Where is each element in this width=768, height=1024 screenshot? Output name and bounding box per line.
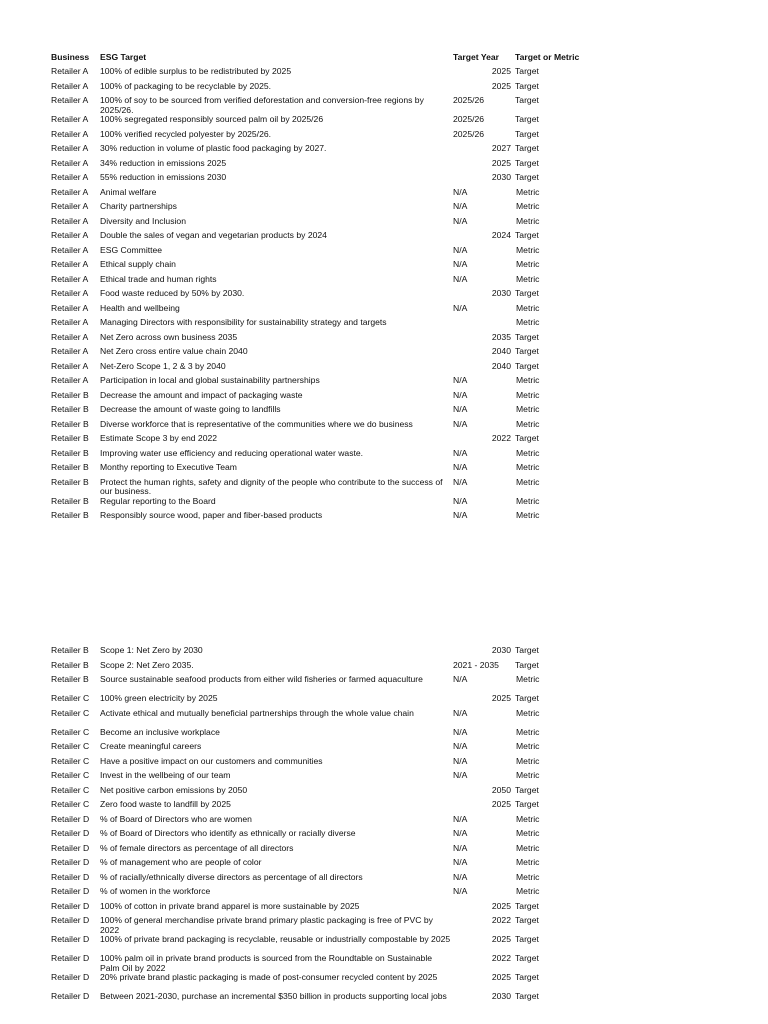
table-row: [51, 231, 611, 246]
target-year-cell: 2050: [491, 784, 511, 795]
table-row: [51, 96, 611, 115]
business-cell: Retailer A: [51, 317, 89, 327]
target-or-metric-cell: Metric: [516, 215, 540, 226]
table-row: [51, 188, 611, 203]
table-row: [51, 130, 611, 145]
target-or-metric-cell: Metric: [516, 510, 540, 520]
esg-target-cell: Scope 1: Net Zero by 2030: [100, 645, 203, 655]
business-cell: Retailer C: [51, 741, 90, 751]
esg-target-cell: Ethical supply chain: [100, 259, 176, 269]
business-cell: Retailer B: [51, 418, 89, 429]
target-year-cell: N/A: [453, 495, 468, 506]
esg-target-cell: Protect the human rights, safety and dignity of the people who contribute to the success of our business.: [100, 476, 443, 497]
table-row: [51, 935, 611, 954]
target-year-cell: N/A: [453, 886, 468, 896]
esg-target-cell: Regular reporting to the Board: [100, 495, 216, 506]
esg-target-cell: 100% of private brand packaging is recyclable, reusable or industrially compostable by 2025: [100, 934, 451, 944]
target-year-cell: 2030: [491, 645, 511, 655]
business-cell: Retailer D: [51, 813, 90, 824]
table-row: [51, 694, 611, 709]
table-row: [51, 992, 611, 1011]
esg-target-cell: Decrease the amount of waste going to landfills: [100, 404, 281, 414]
business-cell: Retailer B: [51, 674, 89, 684]
target-or-metric-cell: Metric: [516, 418, 540, 429]
target-year-cell: 2025: [491, 972, 511, 982]
target-or-metric-cell: Target: [515, 360, 539, 371]
target-or-metric-cell: Metric: [516, 871, 540, 882]
target-year-cell: N/A: [453, 244, 468, 255]
table-row: [51, 661, 611, 676]
header-row: [51, 53, 611, 63]
target-year-cell: 2040: [491, 360, 511, 371]
table-row: [51, 829, 611, 844]
business-cell: Retailer A: [51, 172, 89, 182]
business-cell: Retailer C: [51, 784, 90, 795]
target-year-cell: 2021 - 2035: [453, 659, 499, 670]
business-cell: Retailer B: [51, 462, 89, 472]
esg-target-cell: % of management who are people of color: [100, 857, 262, 867]
business-cell: Retailer C: [51, 693, 90, 703]
target-or-metric-cell: Target: [515, 80, 539, 91]
table-row: [51, 318, 611, 333]
target-or-metric-cell: Target: [515, 900, 539, 911]
table-row: [51, 646, 611, 661]
business-cell: Retailer A: [51, 157, 89, 168]
esg-target-cell: Monthy reporting to Executive Team: [100, 462, 237, 472]
table-row: [51, 391, 611, 406]
target-year-cell: 2030: [491, 172, 511, 182]
esg-target-cell: 100% palm oil in private brand products is sourced from the Roundtable on Sustainable Palm Oil by 2022: [100, 953, 433, 973]
table-row: [51, 82, 611, 97]
target-or-metric-cell: Target: [515, 433, 539, 443]
target-or-metric-cell: Target: [515, 972, 539, 982]
target-year-cell: N/A: [453, 510, 468, 520]
table-row: [51, 275, 611, 290]
esg-target-cell: Invest in the wellbeing of our team: [100, 770, 231, 780]
target-or-metric-cell: Metric: [516, 828, 540, 838]
business-cell: Retailer B: [51, 433, 89, 443]
target-year-cell: N/A: [453, 755, 468, 766]
target-or-metric-cell: Target: [515, 95, 539, 105]
target-year-cell: N/A: [453, 418, 468, 429]
target-year-cell: 2035: [491, 331, 511, 342]
business-cell: Retailer A: [51, 201, 89, 211]
target-or-metric-cell: Target: [515, 331, 539, 342]
target-year-cell: N/A: [453, 273, 468, 284]
esg-target-cell: Animal welfare: [100, 186, 157, 197]
target-year-cell: N/A: [453, 259, 468, 269]
esg-target-cell: Food waste reduced by 50% by 2030.: [100, 288, 245, 298]
table-row: [51, 362, 611, 377]
business-cell: Retailer D: [51, 842, 90, 853]
target-year-cell: N/A: [453, 447, 468, 458]
business-cell: Retailer A: [51, 95, 89, 105]
table-row: [51, 202, 611, 217]
esg-target-cell: Create meaningful careers: [100, 741, 202, 751]
target-year-cell: N/A: [453, 726, 468, 737]
esg-target-cell: 100% of edible surplus to be redistributed by 2025: [100, 66, 292, 76]
esg-target-cell: % of women in the workforce: [100, 886, 211, 896]
target-or-metric-cell: Metric: [516, 495, 540, 506]
business-cell: Retailer D: [51, 871, 90, 882]
table-row: [51, 511, 611, 526]
esg-target-cell: 100% of general merchandise private brand primary plastic packaging is free of PVC by 2022: [100, 915, 433, 935]
target-year-cell: N/A: [453, 842, 468, 853]
business-cell: Retailer B: [51, 476, 89, 487]
business-cell: Retailer B: [51, 447, 89, 458]
esg-target-cell: 30% reduction in volume of plastic food packaging by 2027.: [100, 143, 327, 153]
target-year-cell: N/A: [453, 871, 468, 882]
target-year-cell: 2025: [491, 80, 511, 91]
target-or-metric-cell: Metric: [516, 375, 540, 385]
esg-target-cell: Diverse workforce that is representative of the communities where we do business: [100, 418, 413, 429]
business-cell: Retailer A: [51, 331, 89, 342]
esg-target-cell: 100% green electricity by 2025: [100, 693, 218, 703]
business-cell: Retailer A: [51, 288, 89, 298]
target-or-metric-cell: Target: [515, 230, 539, 240]
esg-target-cell: Managing Directors with responsibility for sustainability strategy and targets: [100, 317, 387, 327]
esg-target-cell: Zero food waste to landfill by 2025: [100, 799, 231, 809]
business-cell: Retailer B: [51, 659, 89, 670]
target-year-cell: N/A: [453, 215, 468, 226]
esg-target-cell: Charity partnerships: [100, 201, 177, 211]
target-year-cell: 2025: [491, 900, 511, 911]
table-row: [51, 887, 611, 902]
target-year-cell: 2024: [491, 230, 511, 240]
target-year-cell: 2040: [491, 346, 511, 356]
target-year-cell: 2025: [491, 66, 511, 76]
esg-target-cell: Double the sales of vegan and vegetarian products by 2024: [100, 230, 327, 240]
esg-target-cell: Improving water use efficiency and reducing operational water waste.: [100, 447, 364, 458]
target-or-metric-cell: Metric: [516, 707, 540, 718]
esg-target-cell: Health and wellbeing: [100, 302, 180, 313]
esg-target-cell: Ethical trade and human rights: [100, 273, 217, 284]
table-row: [51, 159, 611, 174]
business-cell: Retailer D: [51, 972, 90, 982]
target-or-metric-cell: Target: [515, 157, 539, 168]
target-or-metric-cell: Metric: [516, 741, 540, 751]
target-or-metric-cell: Target: [515, 128, 539, 139]
target-or-metric-cell: Target: [515, 114, 539, 124]
business-cell: Retailer D: [51, 857, 90, 867]
business-cell: Retailer C: [51, 755, 90, 766]
target-year-cell: 2025: [491, 934, 511, 944]
target-year-cell: N/A: [453, 389, 468, 400]
target-year-cell: N/A: [453, 462, 468, 472]
esg-target-cell: 100% of soy to be sourced from verified deforestation and conversion-free regions by 2025/26.: [100, 95, 424, 115]
business-cell: Retailer A: [51, 302, 89, 313]
table-row: [51, 786, 611, 801]
target-or-metric-cell: Metric: [516, 674, 540, 684]
target-year-cell: 2025: [491, 157, 511, 168]
esg-target-cell: 34% reduction in emissions 2025: [100, 157, 227, 168]
target-or-metric-cell: Metric: [516, 317, 540, 327]
business-cell: Retailer B: [51, 510, 89, 520]
target-year-cell: N/A: [453, 857, 468, 867]
esg-target-cell: Net-Zero Scope 1, 2 & 3 by 2040: [100, 360, 226, 371]
header-esg-target: ESG Target: [100, 52, 147, 62]
esg-target-cell: Net Zero cross entire value chain 2040: [100, 346, 248, 356]
business-cell: Retailer A: [51, 80, 89, 91]
esg-target-cell: Between 2021-2030, purchase an incremental $350 billion in products supporting local jobs: [100, 991, 447, 1001]
table-row: [51, 757, 611, 772]
target-or-metric-cell: Target: [515, 799, 539, 809]
target-or-metric-cell: Metric: [516, 755, 540, 766]
header-target-year: Target Year: [453, 52, 500, 62]
esg-table-top: [51, 52, 611, 520]
business-cell: Retailer A: [51, 128, 89, 139]
table-row: [51, 954, 611, 973]
target-or-metric-cell: Metric: [516, 447, 540, 458]
header-business: Business: [51, 52, 90, 62]
table-row: [51, 246, 611, 261]
target-or-metric-cell: Target: [515, 645, 539, 655]
table-row: [51, 260, 611, 275]
esg-target-cell: 100% of cotton in private brand apparel is more sustainable by 2025: [100, 900, 360, 911]
business-cell: Retailer D: [51, 886, 90, 896]
target-or-metric-cell: Target: [515, 172, 539, 182]
business-cell: Retailer B: [51, 645, 89, 655]
table-row: [51, 916, 611, 935]
table-row: [51, 173, 611, 188]
business-cell: Retailer A: [51, 346, 89, 356]
target-or-metric-cell: Metric: [516, 244, 540, 255]
target-or-metric-cell: Target: [515, 991, 539, 1001]
target-year-cell: N/A: [453, 707, 468, 718]
esg-target-cell: % of racially/ethnically diverse directors as percentage of all directors: [100, 871, 363, 882]
business-cell: Retailer A: [51, 259, 89, 269]
business-cell: Retailer D: [51, 934, 90, 944]
target-year-cell: N/A: [453, 302, 468, 313]
target-or-metric-cell: Metric: [516, 389, 540, 400]
target-or-metric-cell: Target: [515, 934, 539, 944]
target-year-cell: 2025/26: [453, 114, 485, 124]
target-year-cell: N/A: [453, 813, 468, 824]
esg-target-cell: Net Zero across own business 2035: [100, 331, 238, 342]
target-or-metric-cell: Metric: [516, 770, 540, 780]
target-or-metric-cell: Metric: [516, 462, 540, 472]
table-row: [51, 434, 611, 449]
esg-target-cell: Diversity and Inclusion: [100, 215, 186, 226]
business-cell: Retailer A: [51, 375, 89, 385]
esg-target-cell: Become an inclusive workplace: [100, 726, 220, 737]
business-cell: Retailer C: [51, 770, 90, 780]
table-row: [51, 675, 611, 694]
target-year-cell: 2022: [491, 433, 511, 443]
esg-target-cell: Participation in local and global sustainability partnerships: [100, 375, 320, 385]
esg-target-cell: 100% of packaging to be recyclable by 2025.: [100, 80, 272, 91]
target-year-cell: N/A: [453, 186, 468, 197]
business-cell: Retailer A: [51, 273, 89, 284]
esg-target-cell: Responsibly source wood, paper and fiber-based products: [100, 510, 323, 520]
business-cell: Retailer A: [51, 186, 89, 197]
target-or-metric-cell: Target: [515, 915, 539, 925]
table-row: [51, 289, 611, 304]
target-or-metric-cell: Metric: [516, 302, 540, 313]
target-year-cell: 2030: [491, 991, 511, 1001]
target-or-metric-cell: Target: [515, 66, 539, 76]
esg-target-cell: 20% private brand plastic packaging is made of post-consumer recycled content by 2025: [100, 972, 438, 982]
business-cell: Retailer D: [51, 915, 90, 925]
table-row: [51, 304, 611, 319]
table-row: [51, 858, 611, 873]
business-cell: Retailer A: [51, 230, 89, 240]
table-row: [51, 973, 611, 992]
esg-target-cell: Source sustainable seafood products from either wild fisheries or farmed aquaculture: [100, 674, 423, 684]
business-cell: Retailer A: [51, 244, 89, 255]
esg-target-cell: Have a positive impact on our customers and communities: [100, 755, 323, 766]
table-row: [51, 844, 611, 859]
table-row: [51, 742, 611, 757]
target-or-metric-cell: Target: [515, 288, 539, 298]
target-or-metric-cell: Target: [515, 693, 539, 703]
target-year-cell: N/A: [453, 201, 468, 211]
esg-target-cell: % of Board of Directors who are women: [100, 813, 252, 824]
table-row: [51, 478, 611, 497]
target-year-cell: N/A: [453, 770, 468, 780]
business-cell: Retailer B: [51, 495, 89, 506]
esg-target-cell: Net positive carbon emissions by 2050: [100, 784, 248, 795]
target-or-metric-cell: Metric: [516, 201, 540, 211]
business-cell: Retailer A: [51, 215, 89, 226]
target-year-cell: 2025: [491, 693, 511, 703]
business-cell: Retailer A: [51, 143, 89, 153]
table-row: [51, 800, 611, 815]
esg-target-cell: 55% reduction in emissions 2030: [100, 172, 227, 182]
table-row: [51, 873, 611, 888]
table-row: [51, 463, 611, 478]
target-year-cell: N/A: [453, 674, 468, 684]
table-row: [51, 347, 611, 362]
table-row: [51, 709, 611, 728]
target-year-cell: N/A: [453, 404, 468, 414]
business-cell: Retailer A: [51, 360, 89, 371]
target-year-cell: 2030: [491, 288, 511, 298]
target-or-metric-cell: Metric: [516, 273, 540, 284]
target-year-cell: 2027: [491, 143, 511, 153]
esg-target-cell: Estimate Scope 3 by end 2022: [100, 433, 218, 443]
target-or-metric-cell: Metric: [516, 886, 540, 896]
table-row: [51, 728, 611, 743]
business-cell: Retailer B: [51, 389, 89, 400]
target-or-metric-cell: Metric: [516, 857, 540, 867]
table-row: [51, 405, 611, 420]
target-year-cell: 2025/26: [453, 128, 485, 139]
target-year-cell: 2022: [491, 915, 511, 925]
table-row: [51, 449, 611, 464]
business-cell: Retailer D: [51, 953, 90, 963]
esg-target-cell: ESG Committee: [100, 244, 163, 255]
target-year-cell: 2022: [491, 953, 511, 963]
business-cell: Retailer C: [51, 726, 90, 737]
business-cell: Retailer D: [51, 991, 90, 1001]
table-row: [51, 902, 611, 917]
table-row: [51, 67, 611, 82]
esg-target-cell: Activate ethical and mutually beneficial partnerships through the whole value chain: [100, 707, 414, 718]
table-row: [51, 144, 611, 159]
target-or-metric-cell: Metric: [516, 186, 540, 197]
target-or-metric-cell: Target: [515, 953, 539, 963]
target-or-metric-cell: Metric: [516, 259, 540, 269]
target-year-cell: N/A: [453, 741, 468, 751]
target-or-metric-cell: Metric: [516, 842, 540, 853]
target-or-metric-cell: Target: [515, 346, 539, 356]
target-year-cell: N/A: [453, 476, 468, 487]
target-or-metric-cell: Metric: [516, 404, 540, 414]
business-cell: Retailer B: [51, 404, 89, 414]
business-cell: Retailer D: [51, 900, 90, 911]
business-cell: Retailer C: [51, 799, 90, 809]
business-cell: Retailer D: [51, 828, 90, 838]
table-row: [51, 376, 611, 391]
target-or-metric-cell: Metric: [516, 476, 540, 487]
table-row: [51, 333, 611, 348]
business-cell: Retailer A: [51, 66, 89, 76]
target-or-metric-cell: Target: [515, 143, 539, 153]
target-or-metric-cell: Metric: [516, 813, 540, 824]
business-cell: Retailer A: [51, 114, 89, 124]
table-row: [51, 420, 611, 435]
table-row: [51, 217, 611, 232]
target-or-metric-cell: Target: [515, 784, 539, 795]
table-row: [51, 115, 611, 130]
business-cell: Retailer C: [51, 707, 90, 718]
header-target-or-metric: Target or Metric: [515, 52, 580, 62]
target-year-cell: 2025/26: [453, 95, 485, 105]
esg-target-cell: Decrease the amount and impact of packaging waste: [100, 389, 303, 400]
target-year-cell: 2025: [491, 799, 511, 809]
table-row: [51, 497, 611, 512]
target-or-metric-cell: Target: [515, 659, 539, 670]
esg-target-cell: 100% segregated responsibly sourced palm oil by 2025/26: [100, 114, 324, 124]
esg-target-cell: Scope 2: Net Zero 2035.: [100, 659, 194, 670]
target-year-cell: N/A: [453, 828, 468, 838]
table-row: [51, 815, 611, 830]
target-or-metric-cell: Metric: [516, 726, 540, 737]
esg-target-cell: % of Board of Directors who identify as ethnically or racially diverse: [100, 828, 356, 838]
target-year-cell: N/A: [453, 375, 468, 385]
esg-target-cell: % of female directors as percentage of all directors: [100, 842, 294, 853]
esg-target-cell: 100% verified recycled polyester by 2025/26.: [100, 128, 272, 139]
table-row: [51, 771, 611, 786]
